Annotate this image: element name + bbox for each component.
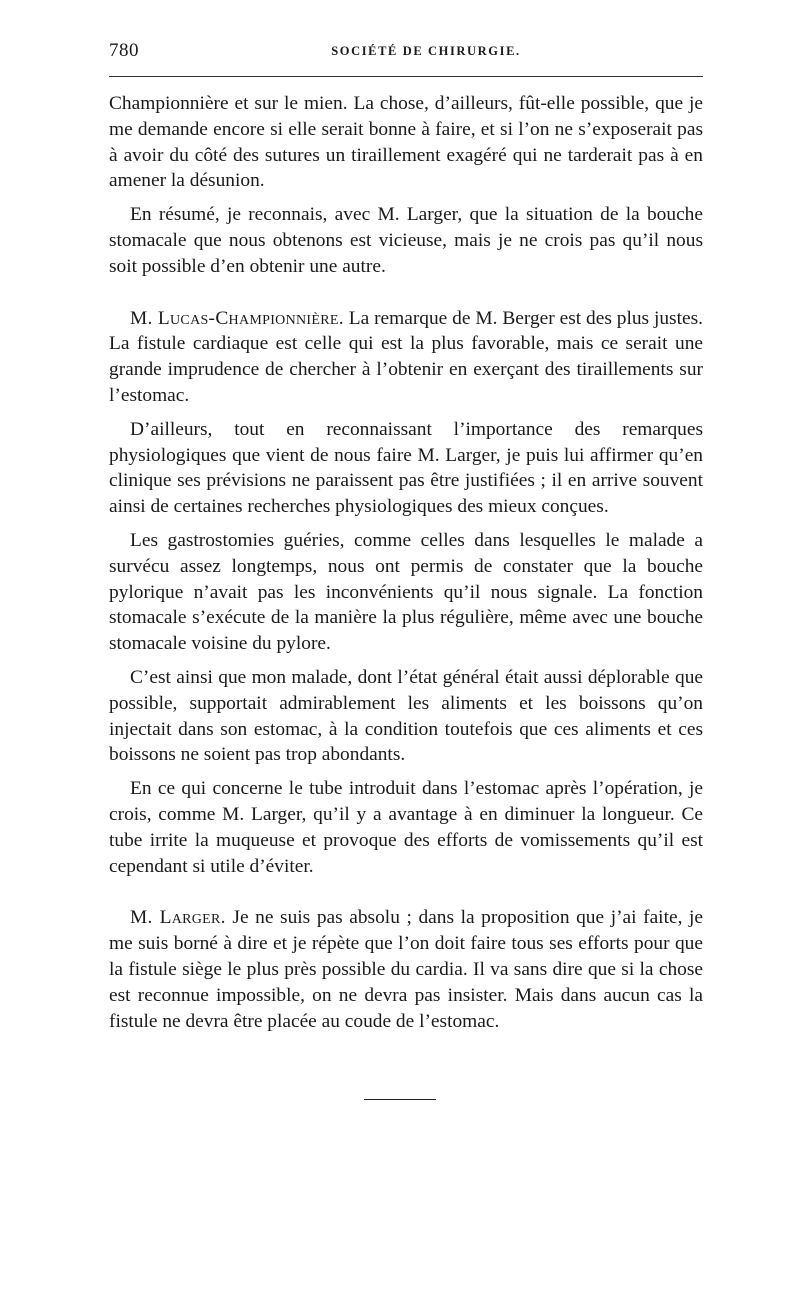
- paragraph-text: C’est ainsi que mon malade, dont l’état général était aussi déplorable que possible, supportait admirablement les aliments et les boissons qu’on injectait dans son estomac, à la condition toutefois que ces aliments et ces boissons ne soient pas trop abondants.: [109, 666, 703, 766]
- paragraph-text: En résumé, je reconnais, avec M. Larger, que la situation de la bouche stomacale que nous obtenons est vicieuse, mais je ne crois pas qu’il nous soit possible d’en obtenir une autre.: [109, 204, 703, 277]
- paragraph-tube: [109, 776, 703, 879]
- speaker-name: M. Larger.: [130, 907, 226, 929]
- paragraph-larger: [109, 905, 703, 1034]
- page-number: 780: [109, 40, 139, 61]
- paragraph-text: Championnière et sur le mien. La chose, d’ailleurs, fût-elle possible, que je me demande encore si elle serait bonne à faire, et si l’on ne s’exposerait pas à avoir du côté des sutures un tiraillement exagéré qui ne tarderait pas à en amener la désunion.: [109, 93, 703, 192]
- paragraph-text: D’ailleurs, tout en reconnaissant l’importance des remarques physiologiques que vient de nous faire M. Larger, je puis lui affirmer qu’en clinique ses prévisions ne paraissent pas être justifiées ; il en arrive souvent ainsi de certaines recherches physiologiques des mieux conçues.: [109, 418, 703, 518]
- header-rule: [109, 76, 703, 77]
- paragraph-mon-malade: [109, 665, 703, 768]
- paragraph-continuation: [109, 91, 703, 194]
- document-page: [109, 40, 703, 1034]
- paragraph-text: Les gastrostomies guéries, comme celles dans lesquelles le malade a survécu assez longtemps, nous ont permis de constater que la bouche pylorique n’avait pas les inconvénients qu’il nous signale. La fonction stomacale s’exécute de la manière la plus régulière, même avec une bouche stomacale voisine du pylore.: [109, 529, 703, 655]
- paragraph-resume: [109, 202, 703, 279]
- paragraph-gastrostomies: [109, 528, 703, 657]
- paragraph-text: La remarque de M. Berger est des plus justes. La fistule cardiaque est celle qui est la plus favorable, mais ce serait une grande imprudence de chercher à l’obtenir en exerçant des tiraillements sur l’estomac.: [109, 307, 703, 406]
- paragraph-text: En ce qui concerne le tube introduit dans l’estomac après l’opération, je crois, comme M. Larger, qu’il y a avantage à en diminuer la longueur. Ce tube irrite la muqueuse et provoque des efforts de vomissements qu’il est cependant si utile d’éviter.: [109, 778, 703, 877]
- end-rule: [364, 1099, 436, 1100]
- paragraph-lucas-championniere: [109, 306, 703, 409]
- speaker-name: M. Lucas-Championnière.: [130, 307, 344, 329]
- running-head: SOCIÉTÉ DE CHIRURGIE.: [331, 44, 521, 58]
- body-text: [109, 91, 703, 1034]
- page-header: [109, 40, 703, 70]
- paragraph-text: Je ne suis pas absolu ; dans la proposition que j’ai faite, je me suis borné à dire et je répète que l’on doit faire tous ses efforts pour que la fistule siège le plus près possible du cardia. Il va sans dire que si la chose est reconnue impossible, on ne devra pas insister. Mais dans aucun cas la fistule ne devra être placée au coude de l’estomac.: [109, 907, 703, 1032]
- paragraph-physiologiques: [109, 417, 703, 520]
